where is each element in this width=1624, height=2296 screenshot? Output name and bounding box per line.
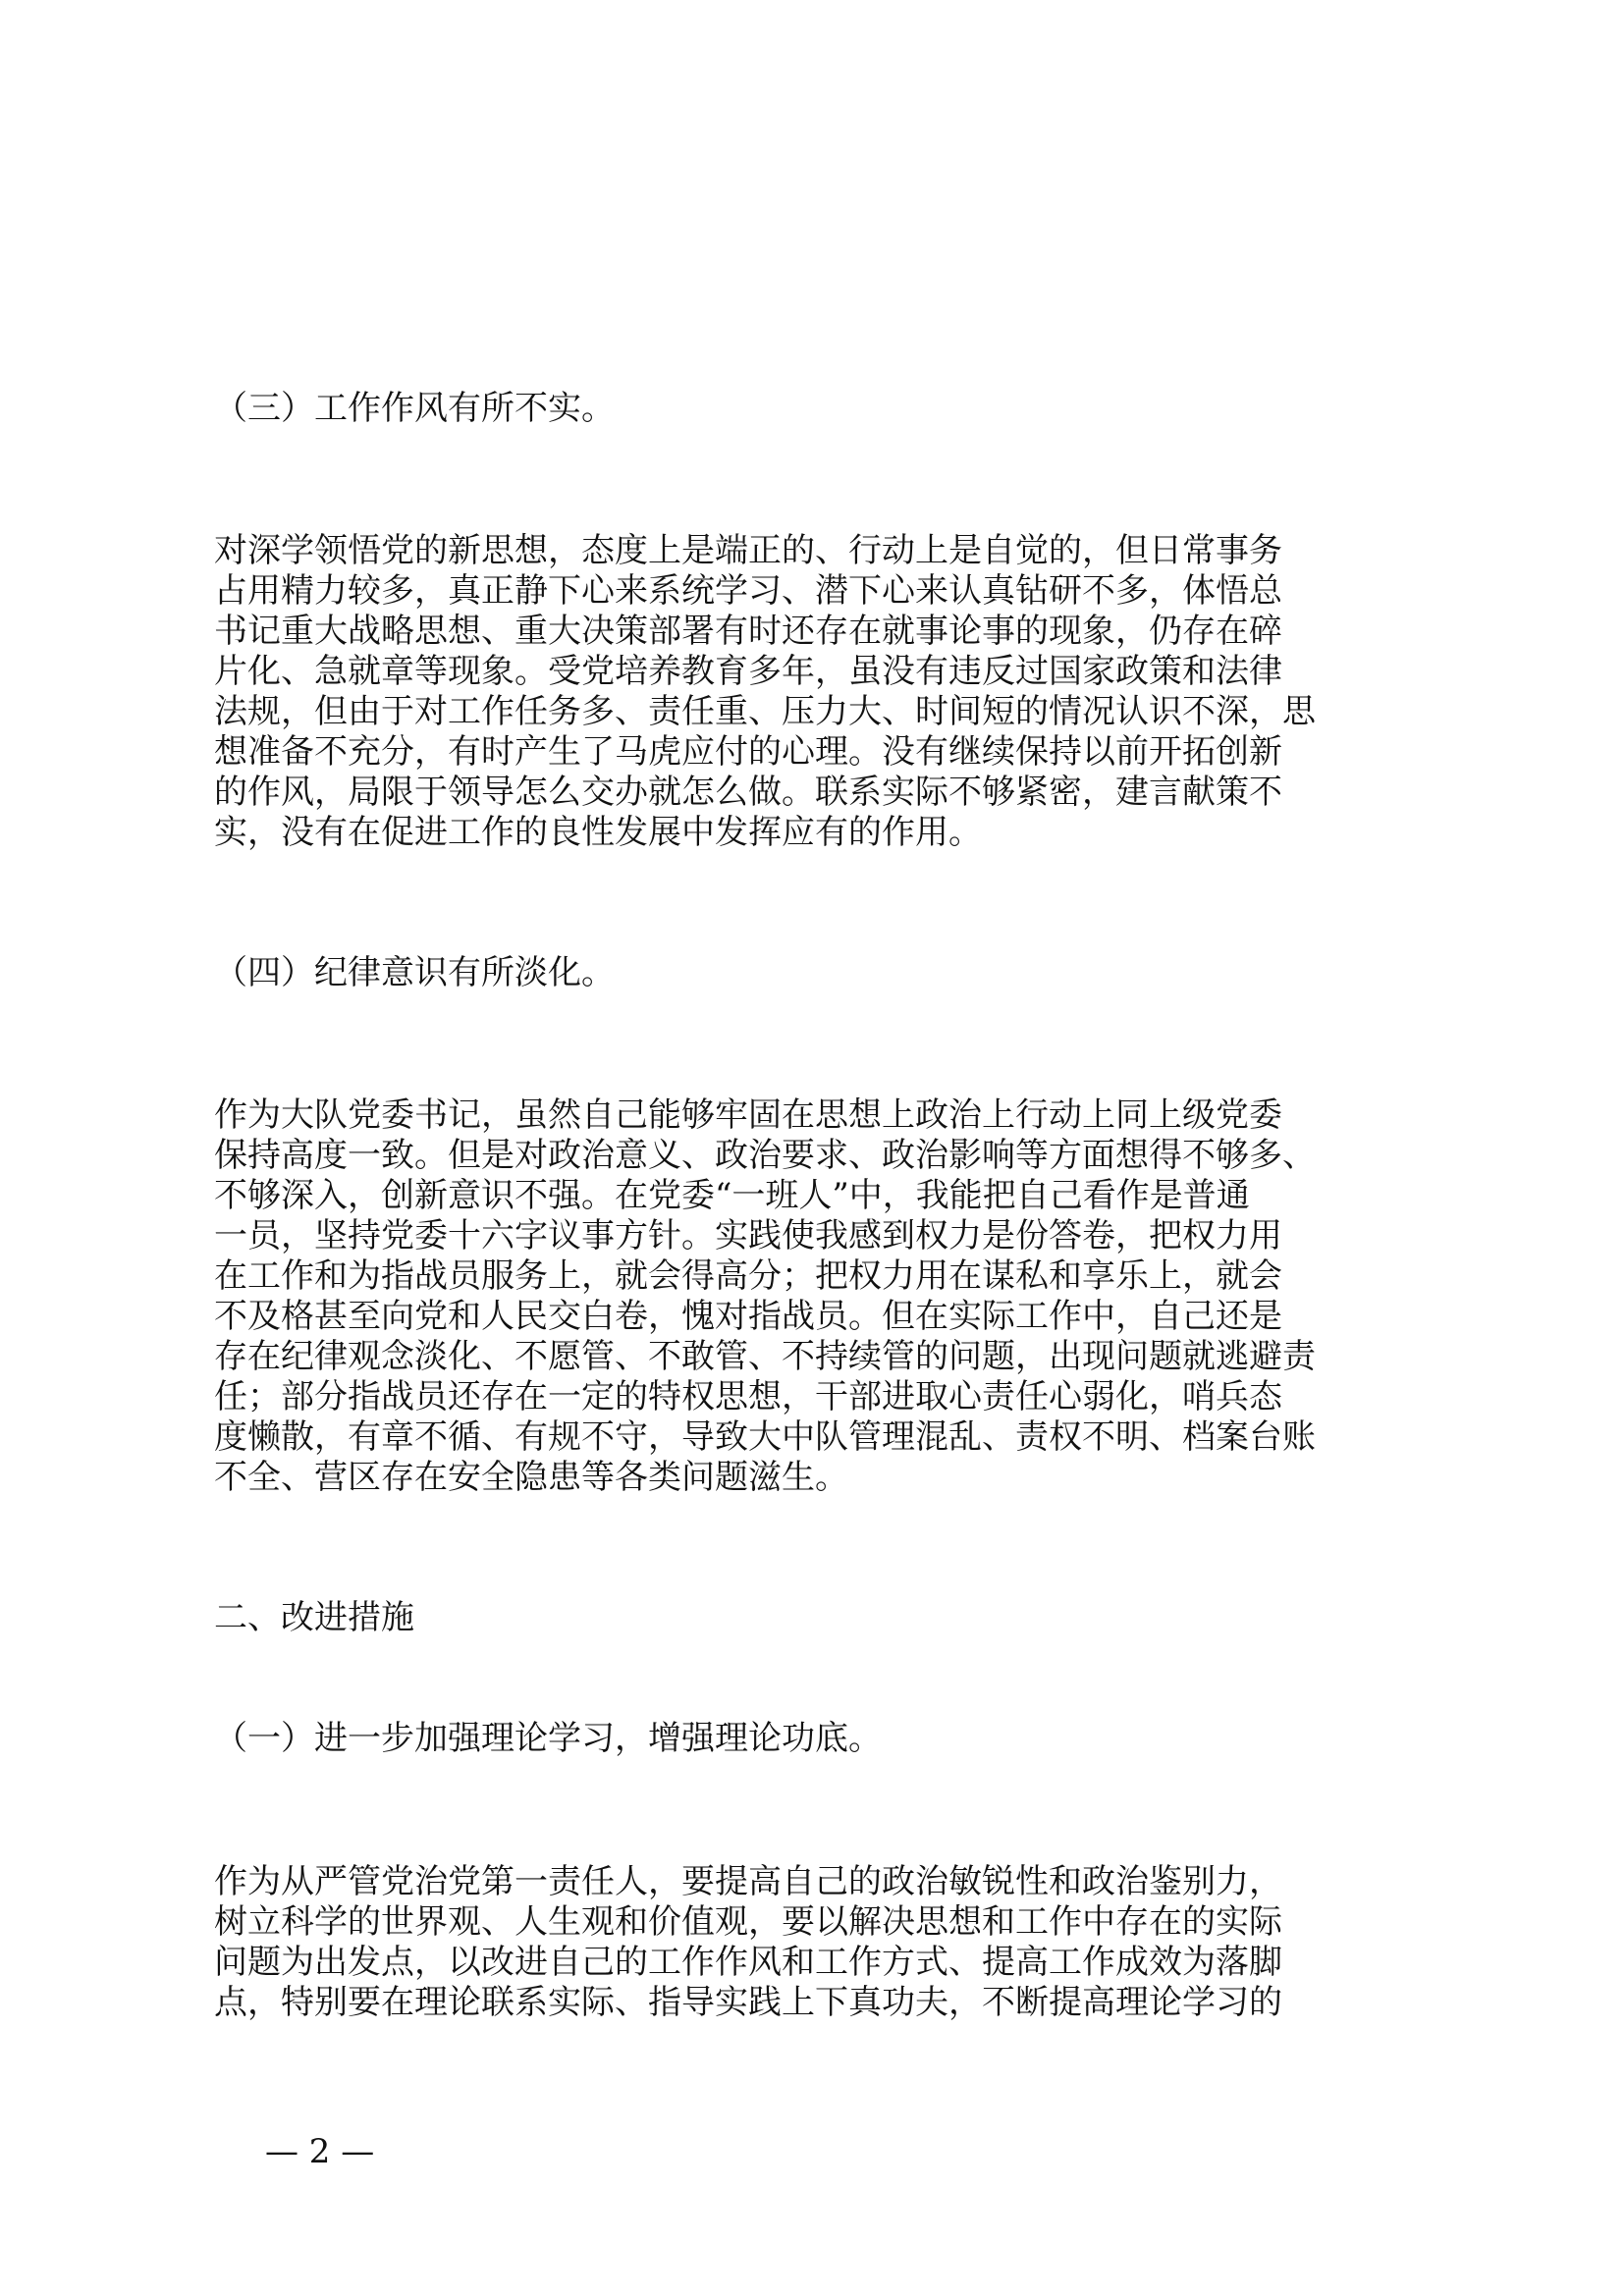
paragraph-line: 一员，坚持党委十六字议事方针。实践使我感到权力是份答卷，把权力用: [214, 1216, 1282, 1255]
paragraph-line: 作为从严管党治党第一责任人，要提高自己的政治敏锐性和政治鉴别力，: [214, 1862, 1282, 1901]
section-heading-improvement: 二、改进措施: [214, 1598, 414, 1637]
paragraph-line: 法规，但由于对工作任务多、责任重、压力大、时间短的情况认识不深，思: [214, 692, 1316, 731]
paragraph-line: 作为大队党委书记，虽然自己能够牢固在思想上政治上行动上同上级党委: [214, 1095, 1282, 1135]
paragraph-line: 不够深入，创新意识不强。在党委“一班人”中，我能把自己看作是普通: [214, 1176, 1250, 1215]
subheading-discipline: （四）纪律意识有所淡化。: [214, 953, 615, 992]
paragraph-line: 任；部分指战员还存在一定的特权思想，干部进取心责任心弱化，哨兵态: [214, 1377, 1282, 1416]
paragraph-line: 存在纪律观念淡化、不愿管、不敢管、不持续管的问题，出现问题就逃避责: [214, 1337, 1316, 1376]
paragraph-line: 点，特别要在理论联系实际、指导实践上下真功夫，不断提高理论学习的: [214, 1983, 1282, 2022]
paragraph-line: 树立科学的世界观、人生观和价值观，要以解决思想和工作中存在的实际: [214, 1902, 1282, 1942]
page-number: — 2 —: [265, 2132, 375, 2171]
paragraph-line: 度懒散，有章不循、有规不守，导致大中队管理混乱、责权不明、档案台账: [214, 1417, 1316, 1457]
paragraph-line: 书记重大战略思想、重大决策部署有时还存在就事论事的现象，仍存在碎: [214, 612, 1282, 651]
subheading-work-style: （三）工作作风有所不实。: [214, 389, 615, 428]
paragraph-line: 实，没有在促进工作的良性发展中发挥应有的作用。: [214, 813, 982, 852]
paragraph-line: 占用精力较多，真正静下心来系统学习、潜下心来认真钻研不多，体悟总: [214, 571, 1282, 611]
paragraph-line: 不及格甚至向党和人民交白卷，愧对指战员。但在实际工作中，自己还是: [214, 1297, 1282, 1336]
paragraph-line: 对深学领悟党的新思想，态度上是端正的、行动上是自觉的，但日常事务: [214, 531, 1282, 570]
paragraph-line: 在工作和为指战员服务上，就会得高分；把权力用在谋私和享乐上，就会: [214, 1256, 1282, 1296]
paragraph-line: 片化、急就章等现象。受党培养教育多年，虽没有违反过国家政策和法律: [214, 652, 1282, 691]
paragraph-line: 想准备不充分，有时产生了马虎应付的心理。没有继续保持以前开拓创新: [214, 732, 1282, 772]
paragraph-line: 保持高度一致。但是对政治意义、政治要求、政治影响等方面想得不够多、: [214, 1136, 1316, 1175]
subheading-theory-study: （一）进一步加强理论学习，增强理论功底。: [214, 1719, 882, 1758]
paragraph-line: 的作风，局限于领导怎么交办就怎么做。联系实际不够紧密，建言献策不: [214, 773, 1282, 812]
paragraph-line: 不全、营区存在安全隐患等各类问题滋生。: [214, 1458, 848, 1497]
paragraph-line: 问题为出发点，以改进自己的工作作风和工作方式、提高工作成效为落脚: [214, 1943, 1282, 1982]
